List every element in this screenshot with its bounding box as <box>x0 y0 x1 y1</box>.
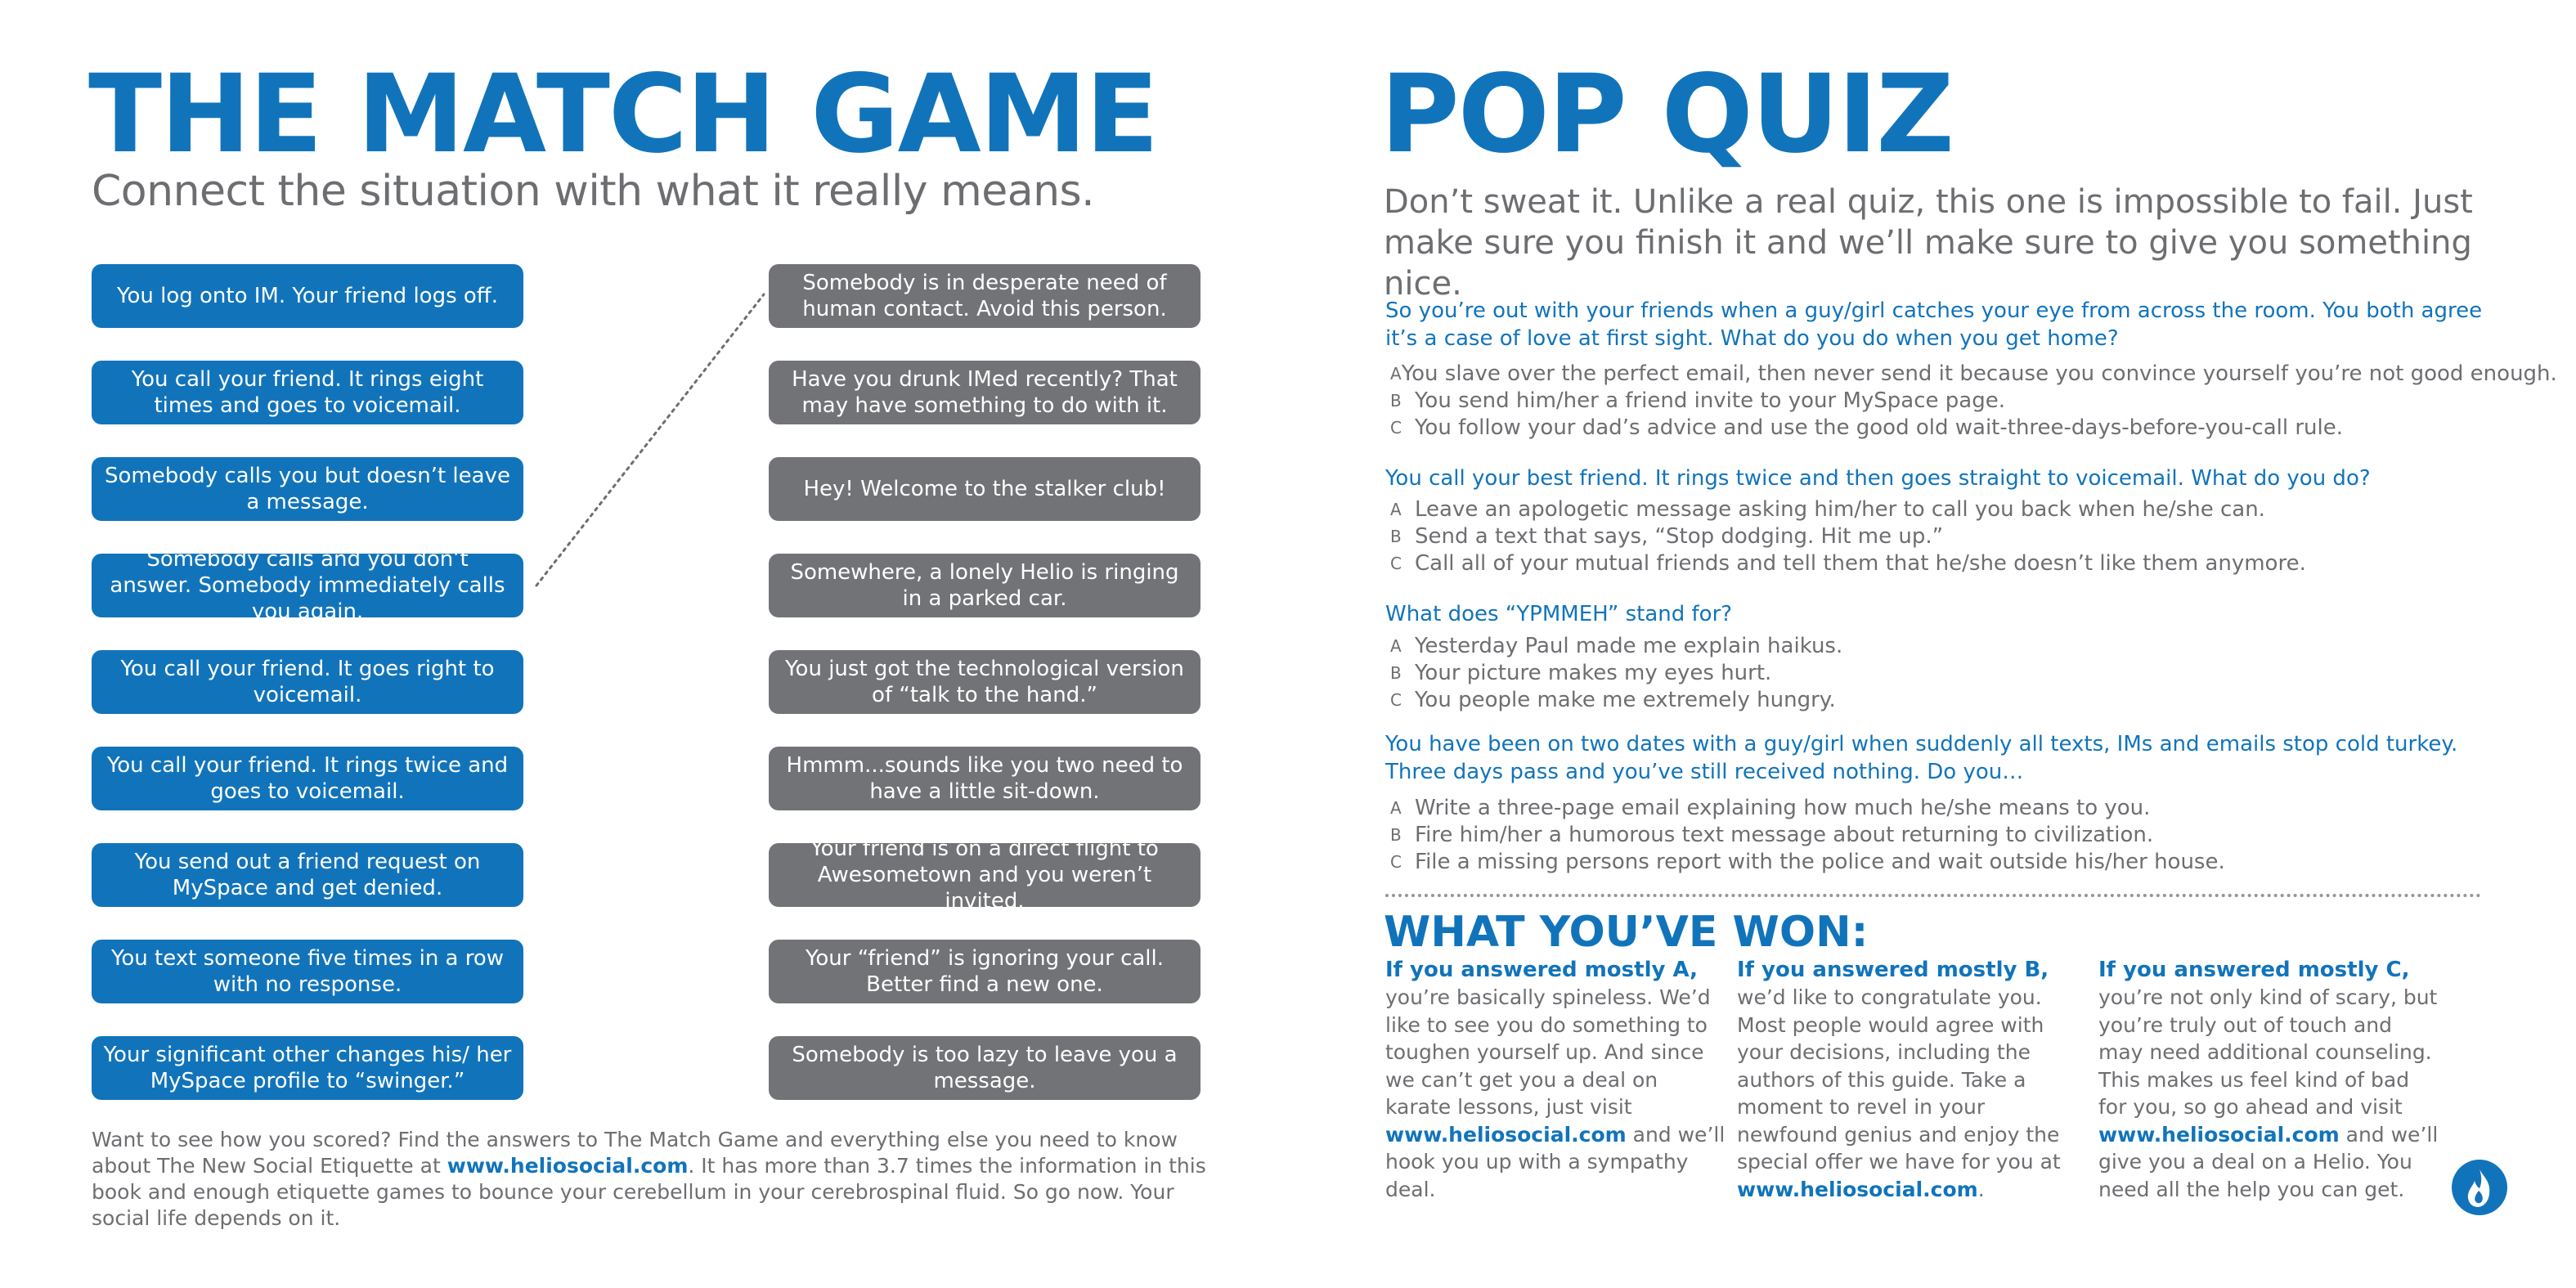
result-heading: If you answered mostly A, <box>1385 958 1698 982</box>
result-text: and we’ll hook you up with a sympathy deal. <box>1385 1122 1726 1201</box>
option-letter: A <box>1390 636 1402 656</box>
match-game-subtitle: Connect the situation with what it really means. <box>92 167 1095 216</box>
option-text: You slave over the perfect email, then never send it because you convince yourself you’re not good enough. <box>1401 361 2557 386</box>
answer-option[interactable] <box>1390 550 2527 577</box>
answer-option[interactable] <box>1390 361 2557 388</box>
quiz-question: You have been on two dates with a guy/girl when suddenly all texts, IMs and emails stop cold turkey. Three days pass and you’ve still received nothing. Do you… <box>1385 732 2458 784</box>
answer-list <box>1390 795 2527 876</box>
answer-list <box>1390 361 2557 442</box>
quiz-question: You call your best friend. It rings twice and then goes straight to voicemail. What do you do? <box>1385 466 2371 491</box>
situation-box[interactable]: You log onto IM. Your friend logs off. <box>92 264 523 328</box>
quiz-question: What does “YPMMEH” stand for? <box>1385 602 1733 626</box>
answer-option[interactable] <box>1390 822 2527 849</box>
option-text: Call all of your mutual friends and tell them that he/she doesn’t like them anymore. <box>1415 551 2306 576</box>
meaning-box[interactable]: Somewhere, a lonely Helio is ringing in a parked car. <box>769 554 1200 617</box>
situation-box[interactable]: Somebody calls you but doesn’t leave a message. <box>92 457 523 521</box>
answer-option[interactable] <box>1390 687 2527 714</box>
match-game-title: THE MATCH GAME <box>88 52 1158 177</box>
result-text: and we’ll give you a deal on a Helio. You need all the help you can get. <box>2098 1122 2439 1201</box>
option-letter: C <box>1390 554 1402 573</box>
answer-option[interactable] <box>1390 388 2527 415</box>
helio-link[interactable]: www.heliosocial.com <box>2098 1122 2340 1147</box>
option-letter: B <box>1390 527 1402 546</box>
pop-quiz-title: POP QUIZ <box>1380 52 1953 177</box>
section-divider <box>1385 894 2481 897</box>
helio-link[interactable]: www.heliosocial.com <box>1737 1177 1978 1201</box>
answer-list <box>1390 496 2527 577</box>
helio-flame-icon <box>2450 1158 2509 1217</box>
result-column-b <box>1737 957 2080 1203</box>
situation-box[interactable]: You call your friend. It goes right to voicemail. <box>92 650 523 714</box>
situation-box[interactable]: Your significant other changes his/ her MySpace profile to “swinger.” <box>92 1036 523 1100</box>
result-text: . <box>1977 1177 1985 1201</box>
result-column-a <box>1385 957 1729 1203</box>
answer-option[interactable] <box>1390 415 2527 442</box>
meaning-box[interactable]: Hmmm...sounds like you two need to have a little sit-down. <box>769 747 1200 810</box>
situation-box[interactable]: You call your friend. It rings twice and goes to voicemail. <box>92 747 523 810</box>
dotted-connector <box>536 294 764 586</box>
answer-option[interactable] <box>1390 633 2527 660</box>
option-letter: C <box>1390 690 1402 710</box>
option-text: Write a three-page email explaining how much he/she means to you. <box>1415 796 2151 820</box>
what-youve-won-title: WHAT YOU’VE WON: <box>1384 908 1869 957</box>
situation-box[interactable]: You call your friend. It rings eight times and goes to voicemail. <box>92 361 523 424</box>
option-letter: C <box>1390 418 1402 438</box>
quiz-question: So you’re out with your friends when a guy/girl catches your eye from across the room. You both agree it’s a case of love at first sight. What do you do when you get home? <box>1385 298 2483 351</box>
option-text: Fire him/her a humorous text message about returning to civilization. <box>1415 823 2154 847</box>
option-letter: B <box>1390 663 1402 683</box>
match-game-footnote <box>92 1127 1236 1232</box>
option-text: Leave an apologetic message asking him/her to call you back when he/she can. <box>1415 497 2265 522</box>
option-letter: A <box>1390 500 1402 519</box>
answer-option[interactable] <box>1390 660 2527 687</box>
result-text: you’re not only kind of scary, but you’re truly out of touch and may need additional counseling. This makes us feel kind of bad for you, so go ahead and visit <box>2098 985 2438 1119</box>
helio-link[interactable]: www.heliosocial.com <box>1385 1122 1627 1147</box>
situation-box[interactable]: Somebody calls and you don’t answer. Somebody immediately calls you again. <box>92 554 523 617</box>
answer-list <box>1390 633 2527 714</box>
option-text: File a missing persons report with the police and wait outside his/her house. <box>1415 850 2225 874</box>
meaning-box[interactable]: You just got the technological version of “talk to the hand.” <box>769 650 1200 714</box>
helio-link[interactable]: www.heliosocial.com <box>447 1154 689 1178</box>
answer-option[interactable] <box>1390 795 2527 822</box>
option-text: Send a text that says, “Stop dodging. Hit me up.” <box>1415 524 1944 549</box>
option-letter: B <box>1390 825 1402 845</box>
meaning-box[interactable]: Hey! Welcome to the stalker club! <box>769 457 1200 521</box>
option-text: You follow your dad’s advice and use the good old wait-three-days-before-you-call rule. <box>1415 415 2344 440</box>
option-text: You people make me extremely hungry. <box>1415 688 1836 712</box>
answer-option[interactable] <box>1390 496 2527 523</box>
meaning-box[interactable]: Your “friend” is ignoring your call. Better find a new one. <box>769 940 1200 1003</box>
situation-box[interactable]: You text someone five times in a row with no response. <box>92 940 523 1003</box>
situation-box[interactable]: You send out a friend request on MySpace and get denied. <box>92 843 523 907</box>
meaning-box[interactable]: Your friend is on a direct flight to Awesometown and you weren’t invited. <box>769 843 1200 907</box>
option-text: You send him/her a friend invite to your MySpace page. <box>1415 388 2005 413</box>
option-letter: C <box>1390 852 1402 872</box>
footnote-text: . It has more than 3.7 times the information in this book and enough etiquette games to bounce your cerebellum in your cerebrospinal fluid. So go now. Your social life depends on it. <box>92 1154 1206 1230</box>
meaning-box[interactable]: Have you drunk IMed recently? That may have something to do with it. <box>769 361 1200 424</box>
answer-option[interactable] <box>1390 849 2527 876</box>
option-letter: A <box>1390 364 1402 384</box>
result-column-c <box>2098 957 2442 1203</box>
answer-option[interactable] <box>1390 523 2527 550</box>
pop-quiz-intro: Don’t sweat it. Unlike a real quiz, this one is impossible to fail. Just make sure you finish it and we’ll make sure to give you something nice. <box>1384 183 2473 303</box>
option-letter: A <box>1390 798 1402 818</box>
result-text: you’re basically spineless. We’d like to see you do something to toughen yourself up. And since we can’t get you a deal on karate lessons, just visit <box>1385 985 1711 1119</box>
meaning-box[interactable]: Somebody is in desperate need of human contact. Avoid this person. <box>769 264 1200 328</box>
meaning-box[interactable]: Somebody is too lazy to leave you a message. <box>769 1036 1200 1100</box>
option-text: Yesterday Paul made me explain haikus. <box>1415 634 1843 658</box>
result-heading: If you answered mostly C, <box>2098 958 2410 982</box>
result-text: we’d like to congratulate you. Most people would agree with your decisions, including the authors of this guide. Take a moment to revel in your newfound genius and enjoy the special offer we have for you at <box>1737 985 2061 1174</box>
option-letter: B <box>1390 391 1402 411</box>
result-heading: If you answered mostly B, <box>1737 958 2049 982</box>
footnote-text: Want to see how you scored? Find the answers to The Match Game and everything else you need to know about The New Social Etiquette at <box>92 1128 1178 1178</box>
option-text: Your picture makes my eyes hurt. <box>1415 661 1772 685</box>
